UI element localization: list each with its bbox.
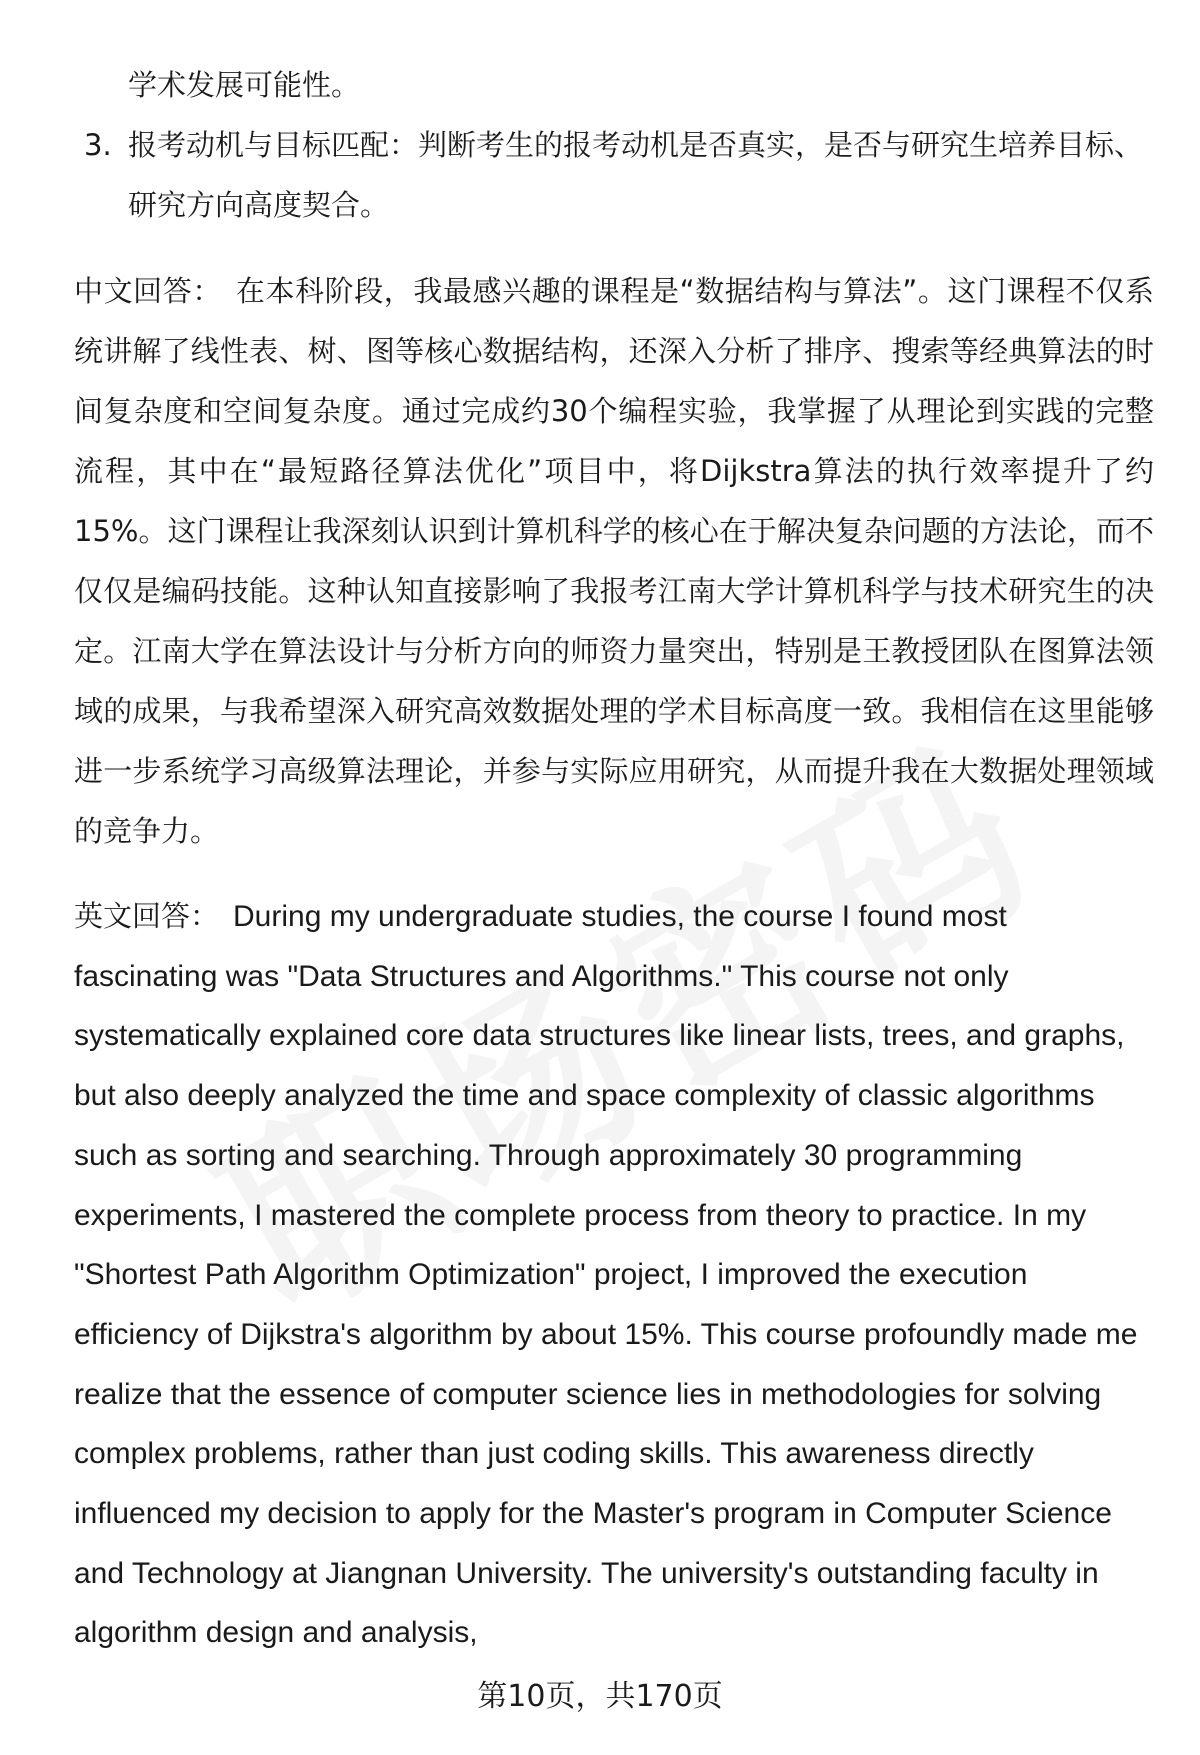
continuation-line: 学术发展可能性。 [128,68,361,102]
english-answer-text: During my undergraduate studies, the course I found most fascinating was "Data Structures and Algorithms." This course not only systematically explained core data structures like linear lists, trees, and graphs, but also deeply analyzed the time and space complexity of classic algorithms such as sorting and searching. Through approximately 30 programming experiments, I mastered the complete process from theory to practice. In my "Shortest Path Algorithm Optimization" project, I improved the execution efficiency of Dijkstra's algorithm by about 15%. This course profoundly made me realize that the essence of computer science lies in methodologies for solving complex problems, rather than just coding skills. This awareness directly influenced my decision to apply for the Master's program in Computer Science and Technology at Jiangnan University. The university's outstanding faculty in algorithm design and analysis, [74,900,1138,1650]
english-answer-paragraph [74,887,1154,1663]
chinese-answer-label: 中文回答： [74,274,222,308]
list-item-3 [74,115,1154,235]
english-answer-label: 英文回答： [74,899,220,933]
page-number-label: 第10页，共170页 [477,1679,723,1714]
chinese-answer-paragraph [74,261,1154,861]
list-item-text: 报考动机与目标匹配：判断考生的报考动机是否真实，是否与研究生培养目标、研究方向高度契合。 [128,128,1144,222]
list-item-number: 3. [84,128,112,162]
chinese-answer-text: 在本科阶段，我最感兴趣的课程是“数据结构与算法”。这门课程不仅系统讲解了线性表、树、图等核心数据结构，还深入分析了排序、搜索等经典算法的时间复杂度和空间复杂度。通过完成约30个编程实验，我掌握了从理论到实践的完整流程，其中在“最短路径算法优化”项目中，将Dijkstra算法的执行效率提升了约15%。这门课程让我深刻认识到计算机科学的核心在于解决复杂问题的方法论，而不仅仅是编码技能。这种认知直接影响了我报考江南大学计算机科学与技术研究生的决定。江南大学在算法设计与分析方向的师资力量突出，特别是王教授团队在图算法领域的成果，与我希望深入研究高效数据处理的学术目标高度一致。我相信在这里能够进一步系统学习高级算法理论，并参与实际应用研究，从而提升我在大数据处理领域的竞争力。 [74,274,1154,848]
page-content [74,55,1154,1663]
page-footer [0,1672,1200,1722]
